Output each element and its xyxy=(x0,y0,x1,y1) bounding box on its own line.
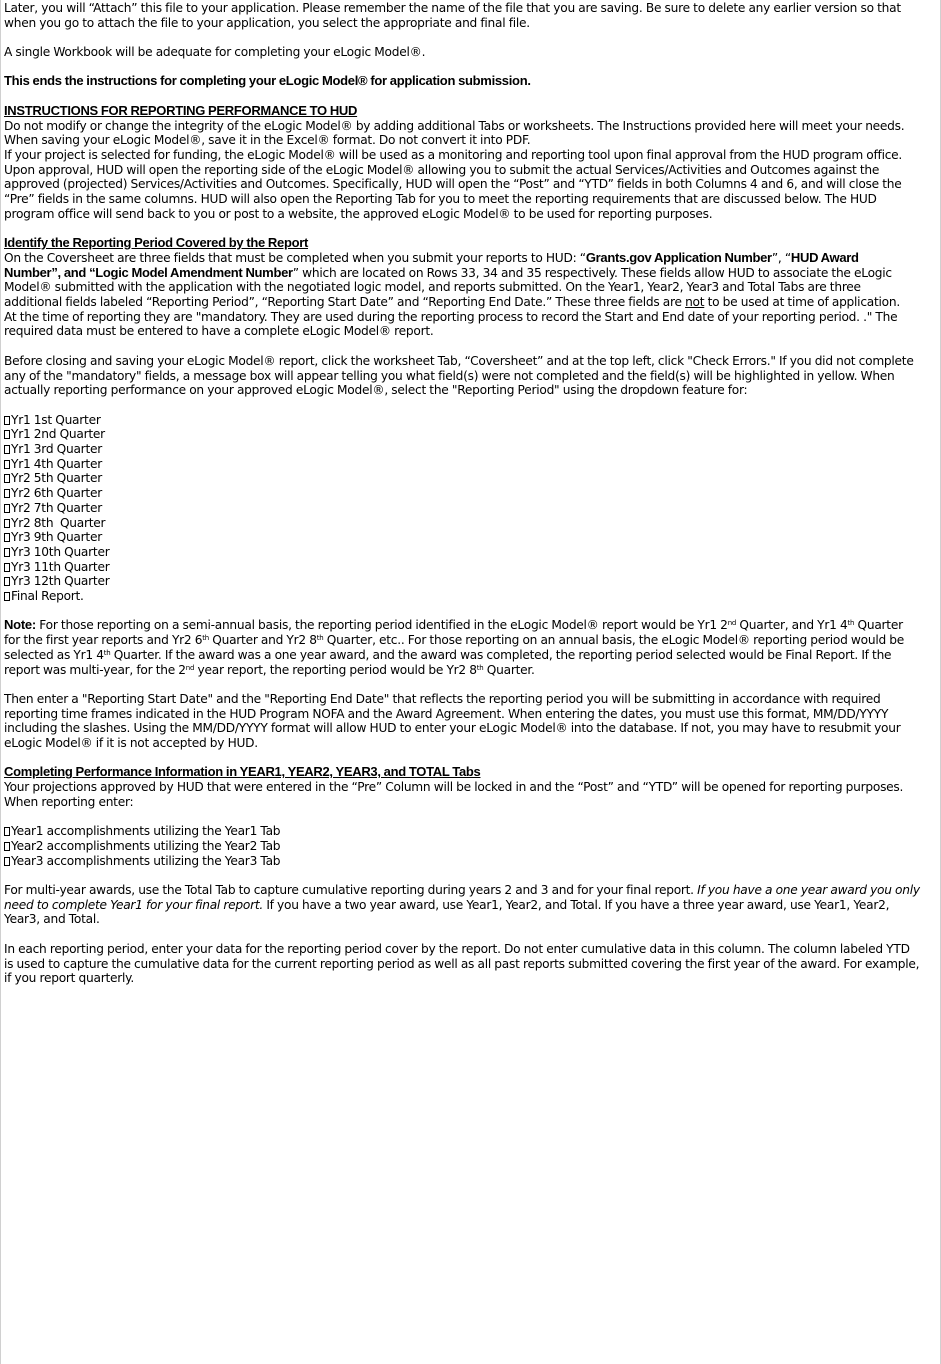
spacer xyxy=(4,751,940,766)
reporting-period-heading: Identify the Reporting Period Covered by the Report xyxy=(4,235,309,251)
list-item: Yr3 9th Quarter xyxy=(4,530,940,545)
bullet-box-icon xyxy=(4,533,10,542)
spacer xyxy=(4,60,940,75)
bullet-box-icon xyxy=(4,474,10,483)
list-item: Yr3 11th Quarter xyxy=(4,560,940,575)
projections-paragraph: Your projections approved by HUD that were entered in the “Pre” Column will be locked in and the “Post” and “YTD” will be opened for reporting purposes. When reporting enter: xyxy=(4,780,904,809)
spacer xyxy=(4,89,940,104)
bullet-box-icon xyxy=(4,445,10,454)
list-item: Yr1 1st Quarter xyxy=(4,413,940,428)
reporting-performance-paragraph: Do not modify or change the integrity of the eLogic Model® by adding additional Tabs or worksheets. The Instructions provided here will meet your needs. When saving your eLogic Model®, save it in the Excel® format. Do not convert it into PDF. If your project is selected for funding, the eLogic Model® will be used as a monitoring and reporting tool upon final approval from the HUD program office. Upon approval, HUD will open the reporting side of the eLogic Model® allowing you to submit the actual Services/Activities and Outcomes against the approved (projected) Services/Activities and Outcomes. Specifically, HUD will open the “Post” and “YTD” fields in both Columns 4 and 6, and will close the “Pre” fields in the same columns. HUD will also open the Reporting Tab for you to meet the reporting requirements that are discussed below. The HUD program office will send back to you or post to a website, the approved eLogic Model® to be used for reporting purposes. xyxy=(4,118,905,221)
bullet-box-icon xyxy=(4,842,10,851)
check-errors-paragraph: Before closing and saving your eLogic Model® report, click the worksheet Tab, “Coversheet” and at the top left, click "Check Errors." If you did not complete any of the "mandatory" fields, a message box will appear telling you what field(s) were not completed and the field(s) will be highlighted in yellow. When actually reporting performance on your approved eLogic Model®, select the "Reporting Period" using the dropdown feature for: xyxy=(4,353,914,398)
spacer xyxy=(4,604,940,619)
list-item: Yr1 4th Quarter xyxy=(4,457,940,472)
bullet-box-icon xyxy=(4,489,10,498)
coversheet-fields-paragraph: On the Coversheet are three fields that must be completed when you submit your reports to HUD: “Grants.gov Application Number”, “HUD Award Number”, and “Logic Model Amendment Number” which are located on Rows 33, 34 and 35 respectively. These fields allow HUD to associate the eLogic Model® submitted with the application with the negotiated logic model, and reports submitted. On the Year1, Year2, Year3 and Total Tabs are three additional fields labeled “Reporting Period”, “Reporting Start Date” and “Reporting End Date.” These three fields are not to be used at time of application. At the time of reporting they are "mandatory. They are used during the reporting process to record the Start and End date of your reporting period. ." The required data must be entered to have a complete eLogic Model® report. xyxy=(4,249,900,339)
list-item: Yr1 3rd Quarter xyxy=(4,442,940,457)
end-instructions-heading: This ends the instructions for completing your eLogic Model® for application submission. xyxy=(4,73,531,89)
list-item: Yr1 2nd Quarter xyxy=(4,427,940,442)
spacer xyxy=(4,398,940,413)
bullet-box-icon xyxy=(4,430,10,439)
note-paragraph: Note: For those reporting on a semi-annual basis, the reporting period identified in the eLogic Model® report would be Yr1 2nd Quarter, and Yr1 4th Quarter for the first year reports and Yr2 6th Quarter and Yr2 8th Quarter, etc.. For those reporting on an annual basis, the eLogic Model® reporting period would be selected as Yr1 4th Quarter. If the award was a one year award, and the award was completed, the reporting period selected would be Final Report. If the report was multi-year, for the 2nd year report, the reporting period would be Yr2 8th Quarter. xyxy=(4,617,905,677)
spacer xyxy=(4,677,940,692)
bullet-box-icon xyxy=(4,857,10,866)
list-item: Yr3 12th Quarter xyxy=(4,574,940,589)
bullet-box-icon xyxy=(4,416,10,425)
list-item: Yr2 7th Quarter xyxy=(4,501,940,516)
spacer xyxy=(4,868,940,883)
spacer xyxy=(4,222,940,237)
attach-paragraph: Later, you will “Attach” this file to your application. Please remember the name of the file that you are saving. Be sure to delete any earlier version so that when you go to attach the file to your application, you select the appropriate and final file. xyxy=(4,1,901,30)
spacer xyxy=(4,30,940,45)
list-item: Yr2 8th Quarter xyxy=(4,516,940,531)
spacer xyxy=(4,810,940,825)
multi-year-paragraph: For multi-year awards, use the Total Tab to capture cumulative reporting during years 2 and 3 and for your final report. If you have a one year award you only need to complete Year1 for your final report. If you have a two year award, use Year1, Year2, and Total. If you have a three year award, use Year1, Year2, Year3, and Total. xyxy=(4,883,920,927)
bullet-box-icon xyxy=(4,460,10,469)
bullet-box-icon xyxy=(4,519,10,528)
list-item: Final Report. xyxy=(4,589,940,604)
reporting-performance-heading: INSTRUCTIONS FOR REPORTING PERFORMANCE TO HUD xyxy=(4,102,358,118)
spacer xyxy=(4,339,940,354)
spacer xyxy=(4,927,940,942)
list-item: Year3 accomplishments utilizing the Year3 Tab xyxy=(4,854,940,869)
list-item: Yr3 10th Quarter xyxy=(4,545,940,560)
completing-performance-heading: Completing Performance Information in YEAR1, YEAR2, YEAR3, and TOTAL Tabs xyxy=(4,764,481,780)
bullet-box-icon xyxy=(4,592,10,601)
bullet-box-icon xyxy=(4,827,10,836)
instructions-text xyxy=(4,1,940,986)
list-item: Yr2 6th Quarter xyxy=(4,486,940,501)
list-item: Year1 accomplishments utilizing the Year1 Tab xyxy=(4,824,940,839)
date-format-paragraph: Then enter a "Reporting Start Date" and the "Reporting End Date" that reflects the reporting period you will be submitting in accordance with required reporting time frames indicated in the HUD Program NOFA and the Award Agreement. When entering the dates, you must use this format, MM/DD/YYYY including the slashes. Using the MM/DD/YYYY format will allow HUD to enter your eLogic Model® into the database. If not, you may have to resubmit your eLogic Model® if it is not accepted by HUD. xyxy=(4,691,901,751)
bullet-box-icon xyxy=(4,504,10,513)
reporting-period-list xyxy=(4,413,940,604)
year-tabs-list xyxy=(4,824,940,868)
bullet-box-icon xyxy=(4,548,10,557)
workbook-paragraph: A single Workbook will be adequate for completing your eLogic Model®. xyxy=(4,45,426,60)
bullet-box-icon xyxy=(4,577,10,586)
list-item: Yr2 5th Quarter xyxy=(4,471,940,486)
list-item: Year2 accomplishments utilizing the Year2 Tab xyxy=(4,839,940,854)
cumulative-paragraph: In each reporting period, enter your data for the reporting period cover by the report. Do not enter cumulative data in this column. The column labeled YTD is used to capture the cumulative data for the current reporting period as well as all past reports submitted covering the first year of the award. For example, if you report quarterly. xyxy=(4,941,920,986)
bullet-box-icon xyxy=(4,563,10,572)
